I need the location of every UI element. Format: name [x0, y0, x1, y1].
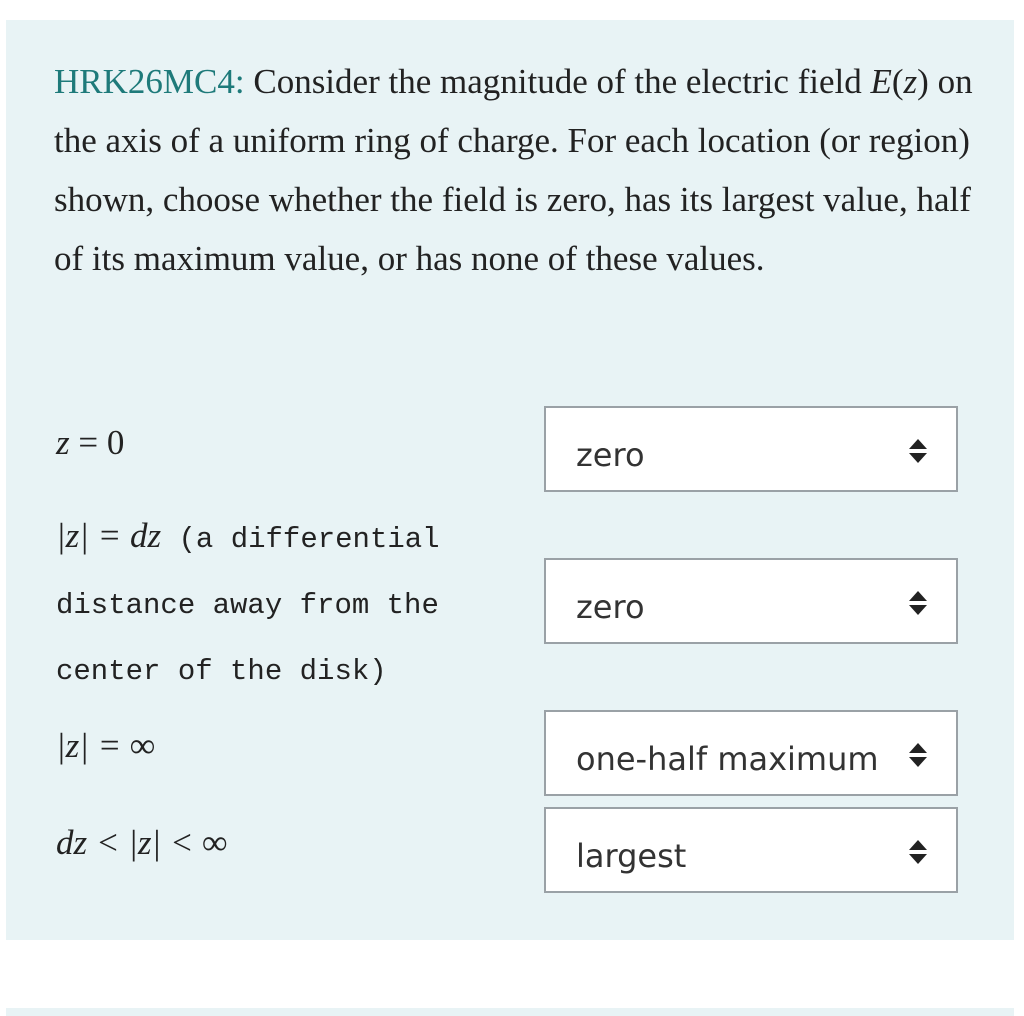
question-text-part1: Consider the magnitude of the electric field: [244, 62, 871, 101]
answer-select-z-infinity[interactable]: [544, 710, 958, 796]
question-id: HRK26MC4:: [54, 62, 245, 101]
row-label-math: z: [56, 423, 70, 462]
row-label-dz-to-infinity: [56, 823, 227, 863]
up-down-arrows-icon: [908, 438, 928, 464]
field-arg-open: (: [891, 62, 904, 101]
row-label-text: (a differential distance away from the center of the disk): [56, 523, 440, 688]
row-label-math: dz < |z| < ∞: [56, 823, 228, 862]
row-label-z-dz: [56, 505, 506, 703]
row-label-rest: = 0: [69, 423, 125, 462]
up-down-arrows-icon: [908, 742, 928, 768]
select-value: largest: [576, 837, 687, 875]
up-down-arrows-icon: [908, 590, 928, 616]
row-label-z-zero: [56, 423, 124, 463]
select-value: zero: [576, 588, 645, 626]
next-question-card: [6, 1008, 1014, 1016]
answer-select-z-zero[interactable]: [544, 406, 958, 492]
field-symbol: E: [870, 62, 892, 101]
field-arg-var: z: [903, 62, 918, 101]
select-value: one-half maximum: [576, 740, 879, 778]
row-label-z-infinity: [56, 726, 155, 766]
field-arg-close: ): [917, 62, 929, 101]
row-label-math: |z| = ∞: [56, 726, 155, 765]
select-value: zero: [576, 436, 645, 474]
answer-select-z-dz[interactable]: [544, 558, 958, 644]
up-down-arrows-icon: [908, 839, 928, 865]
row-label-math: |z| = dz: [56, 516, 162, 555]
answer-select-dz-to-infinity[interactable]: [544, 807, 958, 893]
question-text-part2: on the axis of a uniform ring of charge. For each location (or region) shown, choose whether the field is zero, has its largest value, half of its maximum value, or has none of these values.: [54, 62, 973, 278]
question-prompt: [54, 52, 974, 288]
